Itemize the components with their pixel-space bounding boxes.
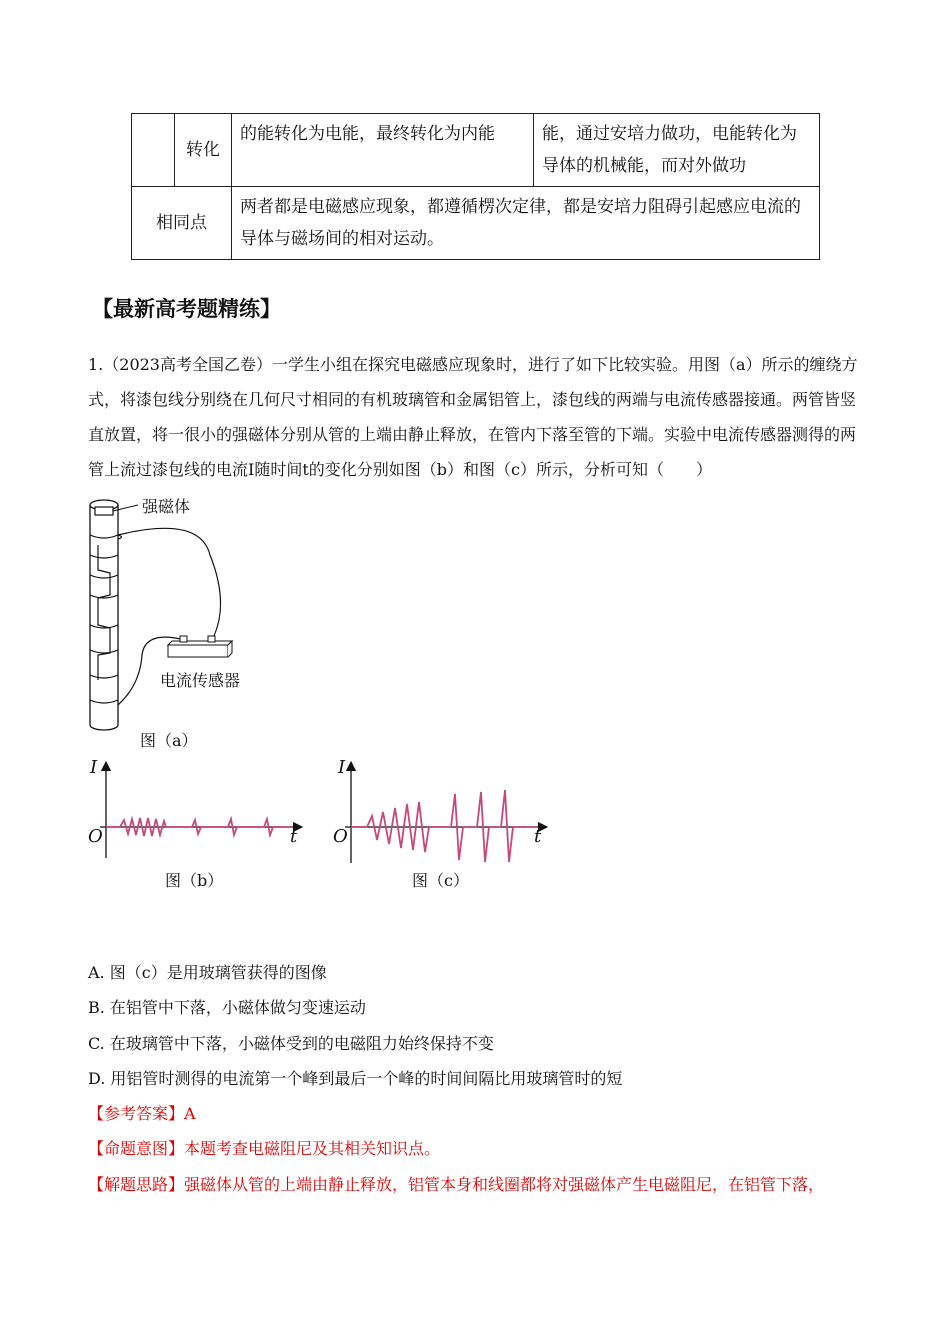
section-title: 【最新高考题精练】 (92, 296, 281, 321)
table-cell: 相同点 (132, 187, 232, 260)
option-c: C. 在玻璃管中下落，小磁体受到的电磁阻力始终保持不变 (88, 1034, 494, 1053)
y-axis-label: I (338, 757, 346, 778)
table-cell: 能，通过安培力做功，电能转化为导体的机械能，而对外做功 (534, 114, 820, 187)
idea-tag: 【解题思路】 (88, 1175, 185, 1194)
option-d: D. 用铝管时测得的电流第一个峰到最后一个峰的时间间隔比用玻璃管时的短 (88, 1069, 623, 1088)
figure-c-caption: 图（c） (412, 871, 469, 890)
table-cell: 的能转化为电能，最终转化为内能 (232, 114, 534, 187)
idea-value: 强磁体从管的上端由静止释放，铝管本身和线圈都将对强磁体产生电磁阻尼，在铝管下落， (184, 1175, 825, 1194)
tube (90, 505, 118, 730)
reference-answer (88, 1101, 863, 1124)
table-cell: 转化 (175, 114, 232, 187)
origin-label: O (333, 826, 348, 847)
figure-a (80, 495, 280, 745)
sensor-label: 电流传感器 (160, 671, 241, 690)
question-paragraph: 1.（2023高考全国乙卷）一学生小组在探究电磁感应现象时，进行了如下比较实验。用图（a）所示的缠绕方式，将漆包线分别绕在几何尺寸相同的有机玻璃管和金属铝管上，漆包线的两端与电流传感器接通。两管皆竖直放置，将一很小的强磁体分别从管的上端由静止释放，在管内下落至管的下端。实验中电流传感器测得的两管上流过漆包线的电流I随时间t的变化分别如图（b）和图（c）所示，分析可知（ ） (88, 355, 858, 479)
current-sensor (168, 636, 232, 657)
intent-value: 本题考查电磁阻尼及其相关知识点。 (184, 1139, 441, 1158)
question-text (88, 347, 860, 487)
x-axis-label: t (534, 826, 542, 847)
answer-value: A (184, 1104, 196, 1123)
magnet-label: 强磁体 (142, 497, 191, 516)
y-axis-label: I (90, 757, 98, 778)
table-cell: 两者都是电磁感应现象，都遵循楞次定律，都是安培力阻碍引起感应电流的导体与磁场间的相对运动。 (232, 187, 820, 260)
figure-c (325, 758, 555, 863)
option-a: A. 图（c）是用玻璃管获得的图像 (88, 963, 327, 982)
figure-a-caption: 图（a） (140, 731, 198, 750)
question-intent (88, 1136, 863, 1159)
intent-tag: 【命题意图】 (88, 1139, 185, 1158)
wire (118, 528, 221, 640)
figure-b (80, 758, 320, 858)
answer-tag: 【参考答案】 (88, 1104, 185, 1123)
origin-label: O (88, 826, 103, 847)
figure-b-caption: 图（b） (165, 871, 224, 890)
current-curve (351, 790, 537, 862)
table-cell (132, 114, 175, 187)
solution-idea (88, 1172, 863, 1195)
magnet (95, 507, 113, 515)
table-row (132, 187, 820, 260)
option-b: B. 在铝管中下落，小磁体做匀变速运动 (88, 998, 366, 1017)
coil-windings (90, 535, 122, 703)
table-row (132, 114, 820, 187)
comparison-table (131, 113, 820, 260)
x-axis-label: t (290, 826, 298, 847)
